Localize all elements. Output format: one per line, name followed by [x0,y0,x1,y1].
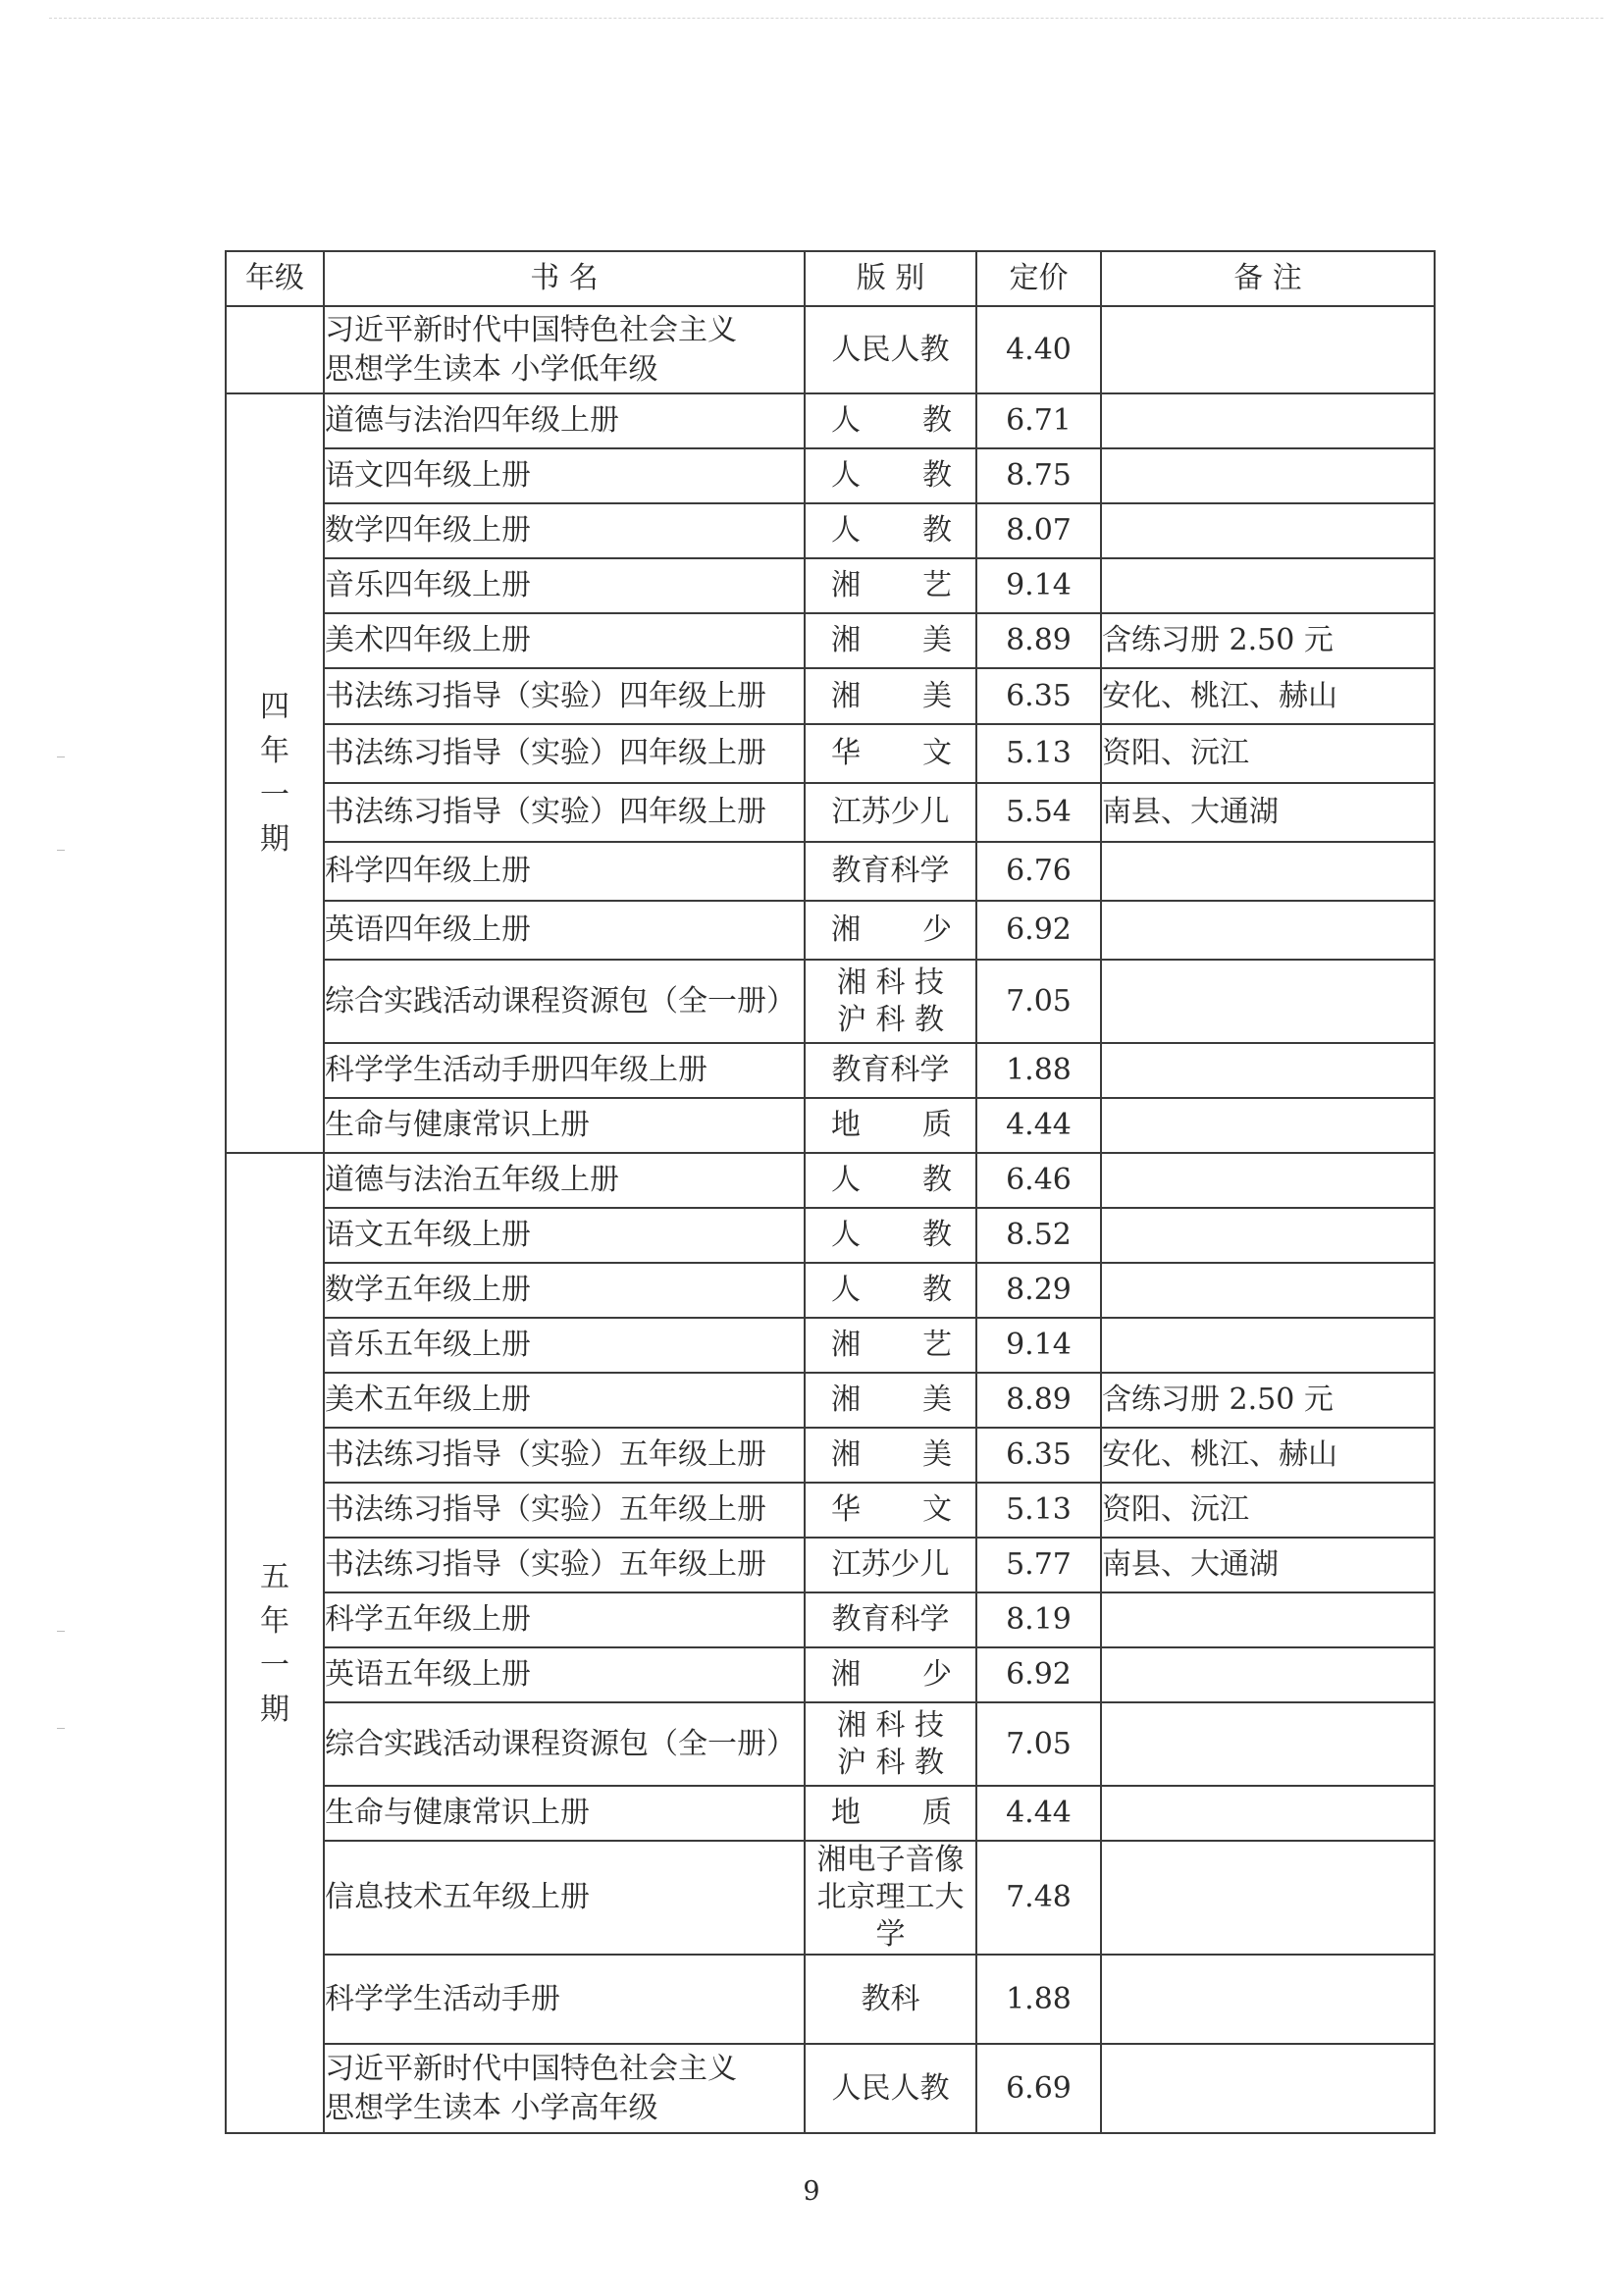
publisher-name [806,1490,975,1530]
table-row [226,1263,1435,1318]
publisher-line: 湘 科 技 [836,965,945,1000]
book-title: 书法练习指导（实验）四年级上册 [324,668,805,724]
publisher-name [806,1216,975,1255]
price: 5.54 [976,783,1101,842]
header-title: 书 名 [324,251,805,306]
note [1101,1153,1435,1208]
book-title: 生命与健康常识上册 [324,1786,805,1841]
publisher [805,1428,976,1483]
book-title: 书法练习指导（实验）五年级上册 [324,1428,805,1483]
note: 含练习册 2.50 元 [1101,613,1435,668]
publisher-char: 人 [831,1218,861,1252]
note: 南县、大通湖 [1101,783,1435,842]
book-title: 语文五年级上册 [324,1208,805,1263]
note [1101,1043,1435,1098]
note [1101,558,1435,613]
note [1101,842,1435,901]
publisher-name [806,1271,975,1310]
book-title: 道德与法治四年级上册 [324,393,805,448]
publisher: 教科 [805,1955,976,2044]
publisher [805,1483,976,1538]
table-row [226,1153,1435,1208]
grade-label-char: 四 [260,690,289,724]
table-row [226,1483,1435,1538]
publisher [805,901,976,960]
book-title: 书法练习指导（实验）五年级上册 [324,1483,805,1538]
price: 4.40 [976,306,1101,393]
price: 8.19 [976,1592,1101,1647]
publisher-char: 湘 [831,1383,861,1417]
publisher-char: 湘 [831,1437,861,1472]
price: 8.75 [976,448,1101,503]
publisher-char: 美 [922,623,952,657]
table-row [226,1647,1435,1702]
publisher [805,503,976,558]
publisher [805,1208,976,1263]
title-line: 思想学生读本 小学低年级 [325,351,658,387]
publisher-line: 沪 科 教 [836,1745,945,1780]
note [1101,901,1435,960]
table-header-row [226,251,1435,306]
grade4-grade-cell [226,393,324,1153]
table-row [226,306,1435,393]
table-row [226,1043,1435,1098]
margin-mark [57,1728,65,1729]
publisher-char: 人 [831,403,861,438]
price: 6.35 [976,1428,1101,1483]
publisher-char: 教 [922,458,952,493]
publisher [805,393,976,448]
publisher-name [806,1161,975,1200]
book-title: 音乐五年级上册 [324,1318,805,1373]
publisher-char: 人 [831,458,861,493]
publisher-char: 教 [922,513,952,548]
table-row [226,960,1435,1043]
table-row [226,1373,1435,1428]
publisher-char: 文 [922,736,952,770]
note [1101,1592,1435,1647]
table-row [226,1702,1435,1786]
book-title: 科学四年级上册 [324,842,805,901]
publisher-name [806,511,975,550]
publisher [805,1786,976,1841]
margin-mark [57,850,65,851]
grade-label-char: 年 [260,1603,289,1639]
note [1101,1786,1435,1841]
header-note: 备 注 [1101,251,1435,306]
publisher [805,724,976,783]
publisher [805,1098,976,1153]
table-row [226,2044,1435,2133]
margin-mark [57,1631,65,1632]
publisher: 江苏少儿 [805,783,976,842]
note: 资阳、沅江 [1101,724,1435,783]
price: 9.14 [976,558,1101,613]
note [1101,1841,1435,1955]
note: 安化、桃江、赫山 [1101,1428,1435,1483]
note [1101,1098,1435,1153]
price: 6.76 [976,842,1101,901]
publisher-char: 教 [922,1273,952,1307]
publisher-char: 人 [831,1273,861,1307]
note [1101,393,1435,448]
publisher-char: 人 [831,1163,861,1197]
publisher [805,1153,976,1208]
price: 6.46 [976,1153,1101,1208]
publisher-char: 教 [922,1218,952,1252]
publisher-name [806,1655,975,1695]
note [1101,1208,1435,1263]
price: 8.07 [976,503,1101,558]
table-row [226,901,1435,960]
table-row [226,448,1435,503]
publisher-name [806,456,975,496]
price: 6.35 [976,668,1101,724]
table-row [226,1592,1435,1647]
publisher: 江苏少儿 [805,1538,976,1592]
note [1101,448,1435,503]
table-row [226,1098,1435,1153]
price: 1.88 [976,1955,1101,2044]
publisher [805,1263,976,1318]
publisher-line: 沪 科 教 [836,1002,945,1037]
table-row [226,558,1435,613]
publisher-name [806,566,975,605]
publisher-char: 教 [922,403,952,438]
book-title: 书法练习指导（实验）四年级上册 [324,783,805,842]
publisher-char: 湘 [831,913,861,947]
price: 7.48 [976,1841,1101,1955]
publisher: 教育科学 [805,842,976,901]
title-line: 习近平新时代中国特色社会主义 [325,2051,737,2086]
book-title: 英语五年级上册 [324,1647,805,1702]
publisher-char: 地 [831,1108,861,1142]
grade-cell [226,306,324,393]
publisher-char: 美 [922,678,952,713]
book-title: 书法练习指导（实验）四年级上册 [324,724,805,783]
price: 4.44 [976,1098,1101,1153]
book-title: 美术四年级上册 [324,613,805,668]
grade5-grade-cell [226,1153,324,2133]
publisher-char: 少 [922,913,952,947]
grade-label-char: 期 [260,1692,289,1727]
price: 6.92 [976,901,1101,960]
book-title: 科学学生活动手册四年级上册 [324,1043,805,1098]
grade-label [257,685,292,861]
note [1101,1955,1435,2044]
note [1101,1318,1435,1373]
note: 安化、桃江、赫山 [1101,668,1435,724]
publisher-char: 华 [831,1492,861,1527]
publisher [805,1373,976,1428]
publisher-char: 少 [922,1657,952,1692]
grade-label [257,1555,292,1732]
table-row [226,1841,1435,1955]
title-line: 习近平新时代中国特色社会主义 [325,312,737,347]
header-grade: 年级 [226,251,324,306]
book-title: 音乐四年级上册 [324,558,805,613]
publisher-char: 艺 [922,1328,952,1362]
publisher [805,668,976,724]
book-title: 书法练习指导（实验）五年级上册 [324,1538,805,1592]
publisher-char: 质 [922,1796,952,1830]
book-title: 数学五年级上册 [324,1263,805,1318]
note: 含练习册 2.50 元 [1101,1373,1435,1428]
publisher-line: 北京理工大学 [816,1880,965,1952]
publisher-char: 湘 [831,568,861,602]
publisher-name [806,1381,975,1420]
publisher-char: 湘 [831,623,861,657]
book-title: 英语四年级上册 [324,901,805,960]
book-title: 美术五年级上册 [324,1373,805,1428]
table-row [226,724,1435,783]
title-line: 思想学生读本 小学高年级 [325,2090,658,2125]
note [1101,306,1435,393]
publisher [805,448,976,503]
publisher-name [806,621,975,660]
publisher-char: 美 [922,1437,952,1472]
book-title: 生命与健康常识上册 [324,1098,805,1153]
price: 5.13 [976,1483,1101,1538]
publisher: 教育科学 [805,1592,976,1647]
grade-label-char: 期 [260,822,289,857]
note: 南县、大通湖 [1101,1538,1435,1592]
price: 6.92 [976,1647,1101,1702]
price: 6.69 [976,2044,1101,2133]
table-row [226,1208,1435,1263]
note: 资阳、沅江 [1101,1483,1435,1538]
table-row [226,1786,1435,1841]
price: 6.71 [976,393,1101,448]
price: 4.44 [976,1786,1101,1841]
publisher-char: 艺 [922,568,952,602]
book-title: 科学五年级上册 [324,1592,805,1647]
book-title [324,2044,805,2133]
publisher-name [806,1435,975,1475]
publisher-char: 湘 [831,678,861,713]
publisher-line: 湘电子音像 [816,1843,965,1877]
publisher-name [806,1326,975,1365]
book-title: 数学四年级上册 [324,503,805,558]
textbook-price-table [225,250,1436,2134]
publisher [805,1841,976,1955]
header-publisher: 版 别 [805,251,976,306]
grade-label-char: 年 [260,734,289,768]
publisher [805,1702,976,1786]
note [1101,960,1435,1043]
table-row [226,503,1435,558]
note [1101,1263,1435,1318]
publisher-name [806,1794,975,1833]
publisher-char: 湘 [831,1657,861,1692]
book-title [324,306,805,393]
table-row [226,1318,1435,1373]
book-title: 语文四年级上册 [324,448,805,503]
book-title: 信息技术五年级上册 [324,1841,805,1955]
table-row [226,393,1435,448]
publisher [805,1647,976,1702]
publisher-char: 湘 [831,1328,861,1362]
note [1101,1702,1435,1786]
price: 5.13 [976,724,1101,783]
publisher-name [806,1106,975,1145]
table-row [226,613,1435,668]
price: 9.14 [976,1318,1101,1373]
price: 8.29 [976,1263,1101,1318]
publisher-char: 质 [922,1108,952,1142]
publisher-char: 地 [831,1796,861,1830]
grade-label-char: 五 [260,1559,289,1594]
table-row [226,1428,1435,1483]
price: 1.88 [976,1043,1101,1098]
table-row [226,783,1435,842]
price: 7.05 [976,1702,1101,1786]
book-title: 科学学生活动手册 [324,1955,805,2044]
table-row [226,842,1435,901]
table-row [226,1538,1435,1592]
page-number: 9 [803,2176,820,2207]
publisher [805,960,976,1043]
price: 8.52 [976,1208,1101,1263]
book-title: 综合实践活动课程资源包（全一册） [324,1702,805,1786]
note [1101,1647,1435,1702]
publisher-char: 美 [922,1383,952,1417]
table-row [226,668,1435,724]
publisher-char: 人 [831,513,861,548]
publisher [805,1318,976,1373]
publisher-char: 教 [922,1163,952,1197]
top-rule [49,18,1603,19]
grade-label-char: 一 [260,1647,289,1683]
publisher-name [806,734,975,773]
price: 5.77 [976,1538,1101,1592]
header-price: 定价 [976,251,1101,306]
publisher: 教育科学 [805,1043,976,1098]
book-title: 综合实践活动课程资源包（全一册） [324,960,805,1043]
price: 8.89 [976,1373,1101,1428]
price: 8.89 [976,613,1101,668]
note [1101,503,1435,558]
price: 7.05 [976,960,1101,1043]
publisher-name [806,911,975,950]
publisher-name [806,677,975,716]
table-row [226,1955,1435,2044]
book-title: 道德与法治五年级上册 [324,1153,805,1208]
grade-label-char: 一 [260,778,289,812]
publisher [805,613,976,668]
publisher [805,558,976,613]
publisher: 人民人教 [805,306,976,393]
publisher-char: 文 [922,1492,952,1527]
note [1101,2044,1435,2133]
publisher: 人民人教 [805,2044,976,2133]
publisher-line: 湘 科 技 [836,1707,945,1743]
publisher-name [806,401,975,441]
publisher-char: 华 [831,736,861,770]
